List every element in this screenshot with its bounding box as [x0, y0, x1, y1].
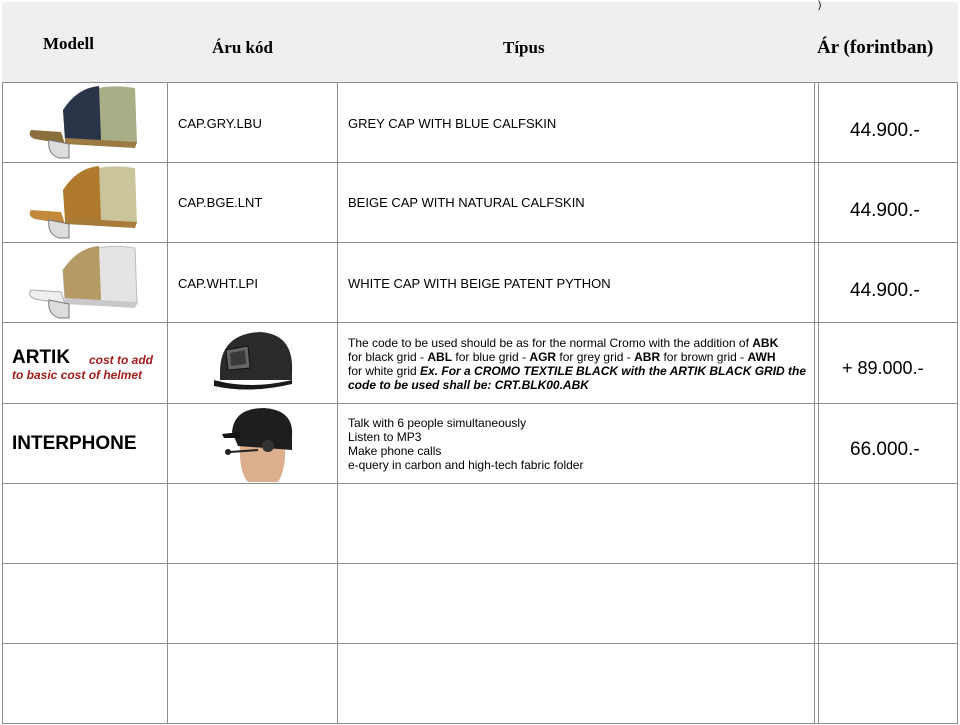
cap-type-3: WHITE CAP WITH BEIGE PATENT PYTHON [348, 276, 611, 291]
header-type: Típus [503, 38, 545, 57]
grid-line [818, 82, 819, 724]
interphone-feature: e-query in carbon and high-tech fabric folder [348, 458, 584, 472]
header-price: Ár (forintban) [817, 37, 934, 58]
helmet-interphone-image [218, 406, 298, 484]
cap-price-3: 44.900.- [850, 280, 920, 301]
interphone-feature: Listen to MP3 [348, 430, 422, 444]
header-code: Áru kód [212, 38, 273, 57]
interphone-feature: Talk with 6 people simultaneously [348, 416, 527, 430]
cap-beige-natural-image [25, 162, 145, 242]
grid-line [957, 82, 958, 724]
cap-white-python-image [25, 242, 145, 322]
cap-code-3: CAP.WHT.LPI [178, 276, 258, 291]
cap-grey-blue-image [25, 82, 145, 162]
cap-price-1: 44.900.- [850, 120, 920, 141]
interphone-feature: Make phone calls [348, 444, 442, 458]
artik-price: + 89.000.- [842, 358, 924, 378]
grid-line [167, 82, 168, 724]
interphone-features [348, 416, 583, 472]
helmet-artik-image [210, 328, 295, 400]
cap-price-2: 44.900.- [850, 200, 920, 221]
table-header [2, 2, 958, 82]
artik-description: The code to be used should be as for the normal Cromo with the addition of ABK for black grid - ABL for blue grid - AGR for grey grid - ABR for brown grid - AWH for white grid Ex. For a CROMO TEXTILE BLACK with the ARTIK BLACK GRID the code to be used shall be: CRT.BLK00.ABK [348, 336, 807, 392]
grid-line [814, 82, 815, 724]
corner-mark: ) [818, 0, 822, 11]
interphone-price: 66.000.- [850, 439, 920, 460]
artik-note-line-1: cost to add [89, 353, 154, 367]
artik-title: ARTIK [12, 347, 71, 368]
grid-line [2, 82, 3, 724]
header-model: Modell [43, 34, 94, 53]
cap-type-2: BEIGE CAP WITH NATURAL CALFSKIN [348, 195, 585, 210]
interphone-title: INTERPHONE [12, 433, 137, 454]
cap-code-1: CAP.GRY.LBU [178, 116, 262, 131]
cap-code-2: CAP.BGE.LNT [178, 195, 263, 210]
grid-line [337, 82, 338, 724]
cap-type-1: GREY CAP WITH BLUE CALFSKIN [348, 116, 557, 131]
artik-note-line-2: to basic cost of helmet [12, 368, 143, 382]
